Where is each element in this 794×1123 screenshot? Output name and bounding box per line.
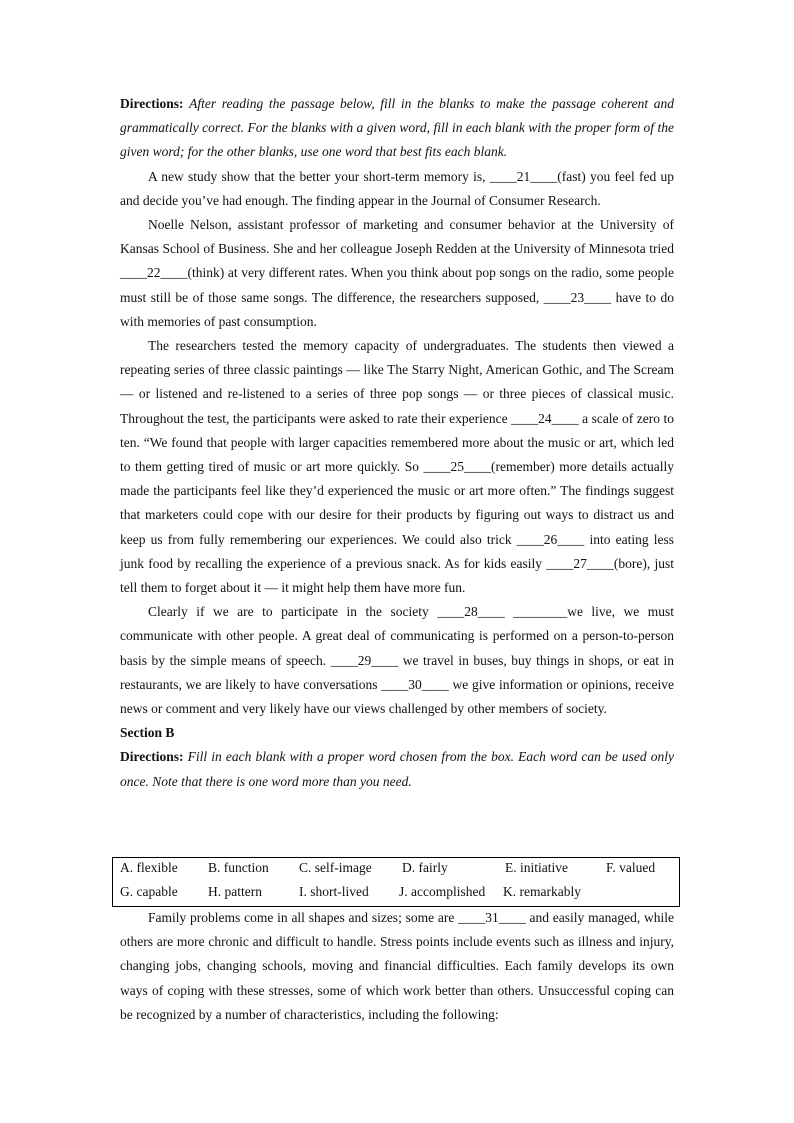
word-option: H. pattern <box>208 884 262 899</box>
word-option: B. function <box>208 860 269 875</box>
word-box-row-1 <box>113 858 679 882</box>
directions-paragraph <box>120 92 674 165</box>
paragraph-2: Noelle Nelson, assistant professor of marketing and consumer behavior at the University of Kansas School of Business. She and her colleague Joseph Redden at the University of Minnesota tried ____22____(think) at very different rates. When you think about pop songs on the radio, some people must still be of those same songs. The difference, the researchers supposed, ____23____ have to do with memories of past consumption. <box>120 217 674 329</box>
section-b-directions-label: Directions: <box>120 749 184 765</box>
word-option: J. accomplished <box>399 884 486 899</box>
word-option: A. flexible <box>120 860 178 875</box>
section-b-directions <box>120 745 674 793</box>
paragraph-4: Clearly if we are to participate in the society ____28____ ________we live, we must communicate with other people. A great deal of communicating is performed on a person-to-person basis by the simple means of speech. ____29____ we travel in buses, buy things in shops, or eat in restaurants, we are likely to have conversations ____30____ we give information or opinions, receive news or comment and very likely have our views challenged by other members of society. <box>120 604 674 717</box>
word-option: D. fairly <box>402 860 448 875</box>
word-option: G. capable <box>120 884 178 899</box>
paragraph-5: Family problems come in all shapes and sizes; some are ____31____ and easily managed, while others are more chronic and difficult to handle. Stress points include events such as illness and injury, changing jobs, changing schools, moving and financial difficulties. Each family develops its own ways of coping with these stresses, some of which work better than others. Unsuccessful coping can be recognized by a number of characteristics, including the following: <box>120 910 674 1022</box>
word-option: C. self-image <box>299 860 372 875</box>
section-b-title: Section B <box>120 725 175 741</box>
word-box-row-2 <box>113 882 679 906</box>
word-box <box>112 857 680 907</box>
word-option: E. initiative <box>505 860 568 875</box>
section-b-passage <box>120 906 674 1027</box>
word-option: I. short-lived <box>299 884 369 899</box>
section-b-directions-text: Fill in each blank with a proper word chosen from the box. Each word can be used only once. Note that there is one word more than you need. <box>120 749 674 789</box>
paragraph-3: The researchers tested the memory capacity of undergraduates. The students then viewed a repeating series of three classic paintings — like The Starry Night, American Gothic, and The Scream — or listened and re-listened to a series of three pop songs — or three pieces of classical music. Throughout the test, the participants were asked to rate their experience ____24____ a scale of zero to ten. “We found that people with larger capacities remembered more about the music or art, which led to them getting tired of music or art more quickly. So ____25____(remember) more details actually made the participants feel like they’d experienced the music or art more often.” The findings suggest that marketers could cope with our desire for their products by figuring out ways to distract us and keep us from fully remembering our experiences. We could also trick ____26____ into eating less junk food by recalling the experience of a previous snack. As for kids easily ____27____(bore), just tell them to forget about it — it might help them have more fun. <box>120 338 674 596</box>
directions-text: After reading the passage below, fill in the blanks to make the passage coherent and grammatically correct. For the blanks with a given word, fill in each blank with the proper form of the given word; for the other blanks, use one word that best fits each blank. <box>120 96 674 160</box>
word-option: F. valued <box>606 860 656 875</box>
paragraph-1: A new study show that the better your short-term memory is, ____21____(fast) you feel fed up and decide you’ve had enough. The finding appear in the Journal of Consumer Research. <box>120 168 674 208</box>
directions-label: Directions: <box>120 96 184 111</box>
document-page <box>120 92 674 794</box>
word-option: K. remarkably <box>503 884 581 899</box>
